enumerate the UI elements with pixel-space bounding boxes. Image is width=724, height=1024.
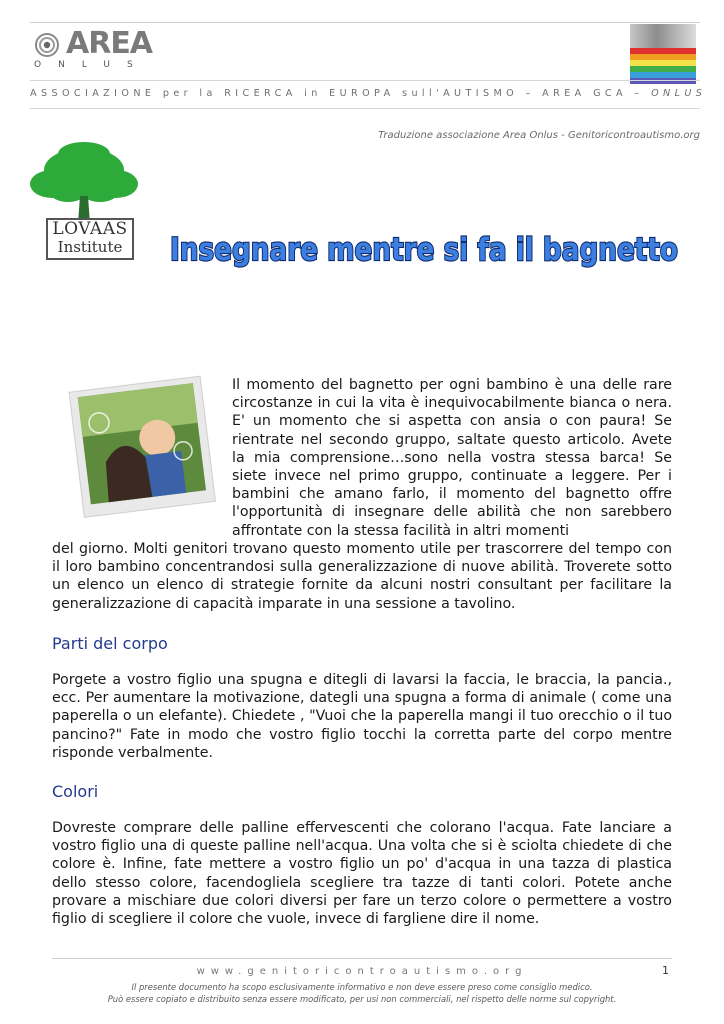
section-heading-body-parts: Parti del corpo xyxy=(52,634,168,653)
rainbow-stripe xyxy=(630,78,696,84)
tagline-onlus: ONLUS xyxy=(651,88,707,99)
logo-wordmark: AREA xyxy=(66,26,153,61)
lovaas-institute: Institute xyxy=(57,238,123,256)
eye-photo xyxy=(630,24,696,48)
lovaas-logo xyxy=(46,218,134,260)
translation-note: Traduzione associazione Area Onlus - Genitoricontroautismo.org xyxy=(378,130,700,141)
tagline-text: ASSOCIAZIONE per la RICERCA in EUROPA sull'AUTISMO – AREA GCA – xyxy=(30,88,652,99)
section-body-colors: Dovreste comprare delle palline effervescenti che colorano l'acqua. Fate lanciare a vostro figlio una di queste palline nell'acqua. Una volta che si è sciolta chiedete di che colore è. Infine, fate mettere a vostro figlio un po' d'acqua in una tazza di plastica dello stesso colore, facendogliela scegliere tra tazze di tanti colori. Potete anche provare a mischiare due colori diversi per fare un terzo colore o permettere a vostro figlio di scegliere il colore che vuole, invece di fargliene dire il nome. xyxy=(52,820,672,928)
tree-foliage xyxy=(30,142,138,202)
intro-paragraph: Il momento del bagnetto per ogni bambino è una delle rare circostanze in cui la vita è inequivocabilmente bianca o nera. E' un momento che si aspetta con ansia o con paura! Se rientrate nel secondo gruppo, saltate questo articolo. Avete la mia comprensione…sono nella vostra stessa barca! Se siete invece nel primo gruppo, continuate a leggere. Per i bambini che amano farlo, il momento del bagnetto offre l'opportunità di insegnare delle abilità che non sarebbero affrontate con la stessa facilità in altri momenti xyxy=(232,377,672,539)
section-heading-colors: Colori xyxy=(52,782,99,801)
header-rule xyxy=(30,80,700,81)
lovaas-name: LOVAAS xyxy=(52,219,128,239)
footer-disclaimer: Il presente documento ha scopo esclusivamente informativo e non deve essere preso come consiglio medico. xyxy=(131,982,593,992)
section-body-body-parts: Porgete a vostro figlio una spugna e ditegli di lavarsi la faccia, le braccia, la pancia., ecc. Per aumentare la motivazione, dategli una spugna a forma di animale ( come una paperella o un elefante). Chiedete , "Vuoi che la paperella mangi il tuo orecchio o il tuo pancino?" Fate in modo che vostro figlio tocchi la corretta parte del corpo mentre risponde verbalmente. xyxy=(52,672,672,761)
footer-copyright: Può essere copiato e distribuito senza essere modificato, per usi non commerciali, nel rispetto delle norme sul copyright. xyxy=(107,994,617,1004)
header-tagline xyxy=(30,88,707,99)
rainbow-badge-image xyxy=(630,24,696,72)
mother-child-photo xyxy=(62,370,218,520)
page-number: 1 xyxy=(662,964,669,977)
header-rule-lower xyxy=(30,108,700,109)
page-title-text: Insegnare mentre si fa il bagnetto xyxy=(170,232,678,268)
footer-url-link[interactable]: www.genitoricontroautismo.org xyxy=(196,966,528,977)
page-title xyxy=(166,222,686,272)
footer-rule xyxy=(52,958,672,959)
header-top-rule xyxy=(30,22,700,23)
intro-paragraph-cont: del giorno. Molti genitori trovano questo momento utile per trascorrere del tempo con il loro bambino concentrandosi sulla generalizzazione di nuove abilità. Troverete sotto un elenco un elenco di strategie fornite da alcuni nostri consultant per facilitare la generalizzazione di capacità imparate in una sessione a tavolino. xyxy=(52,541,672,612)
logo-subtitle: ONLUS xyxy=(34,60,150,70)
tree-icon xyxy=(28,140,140,224)
